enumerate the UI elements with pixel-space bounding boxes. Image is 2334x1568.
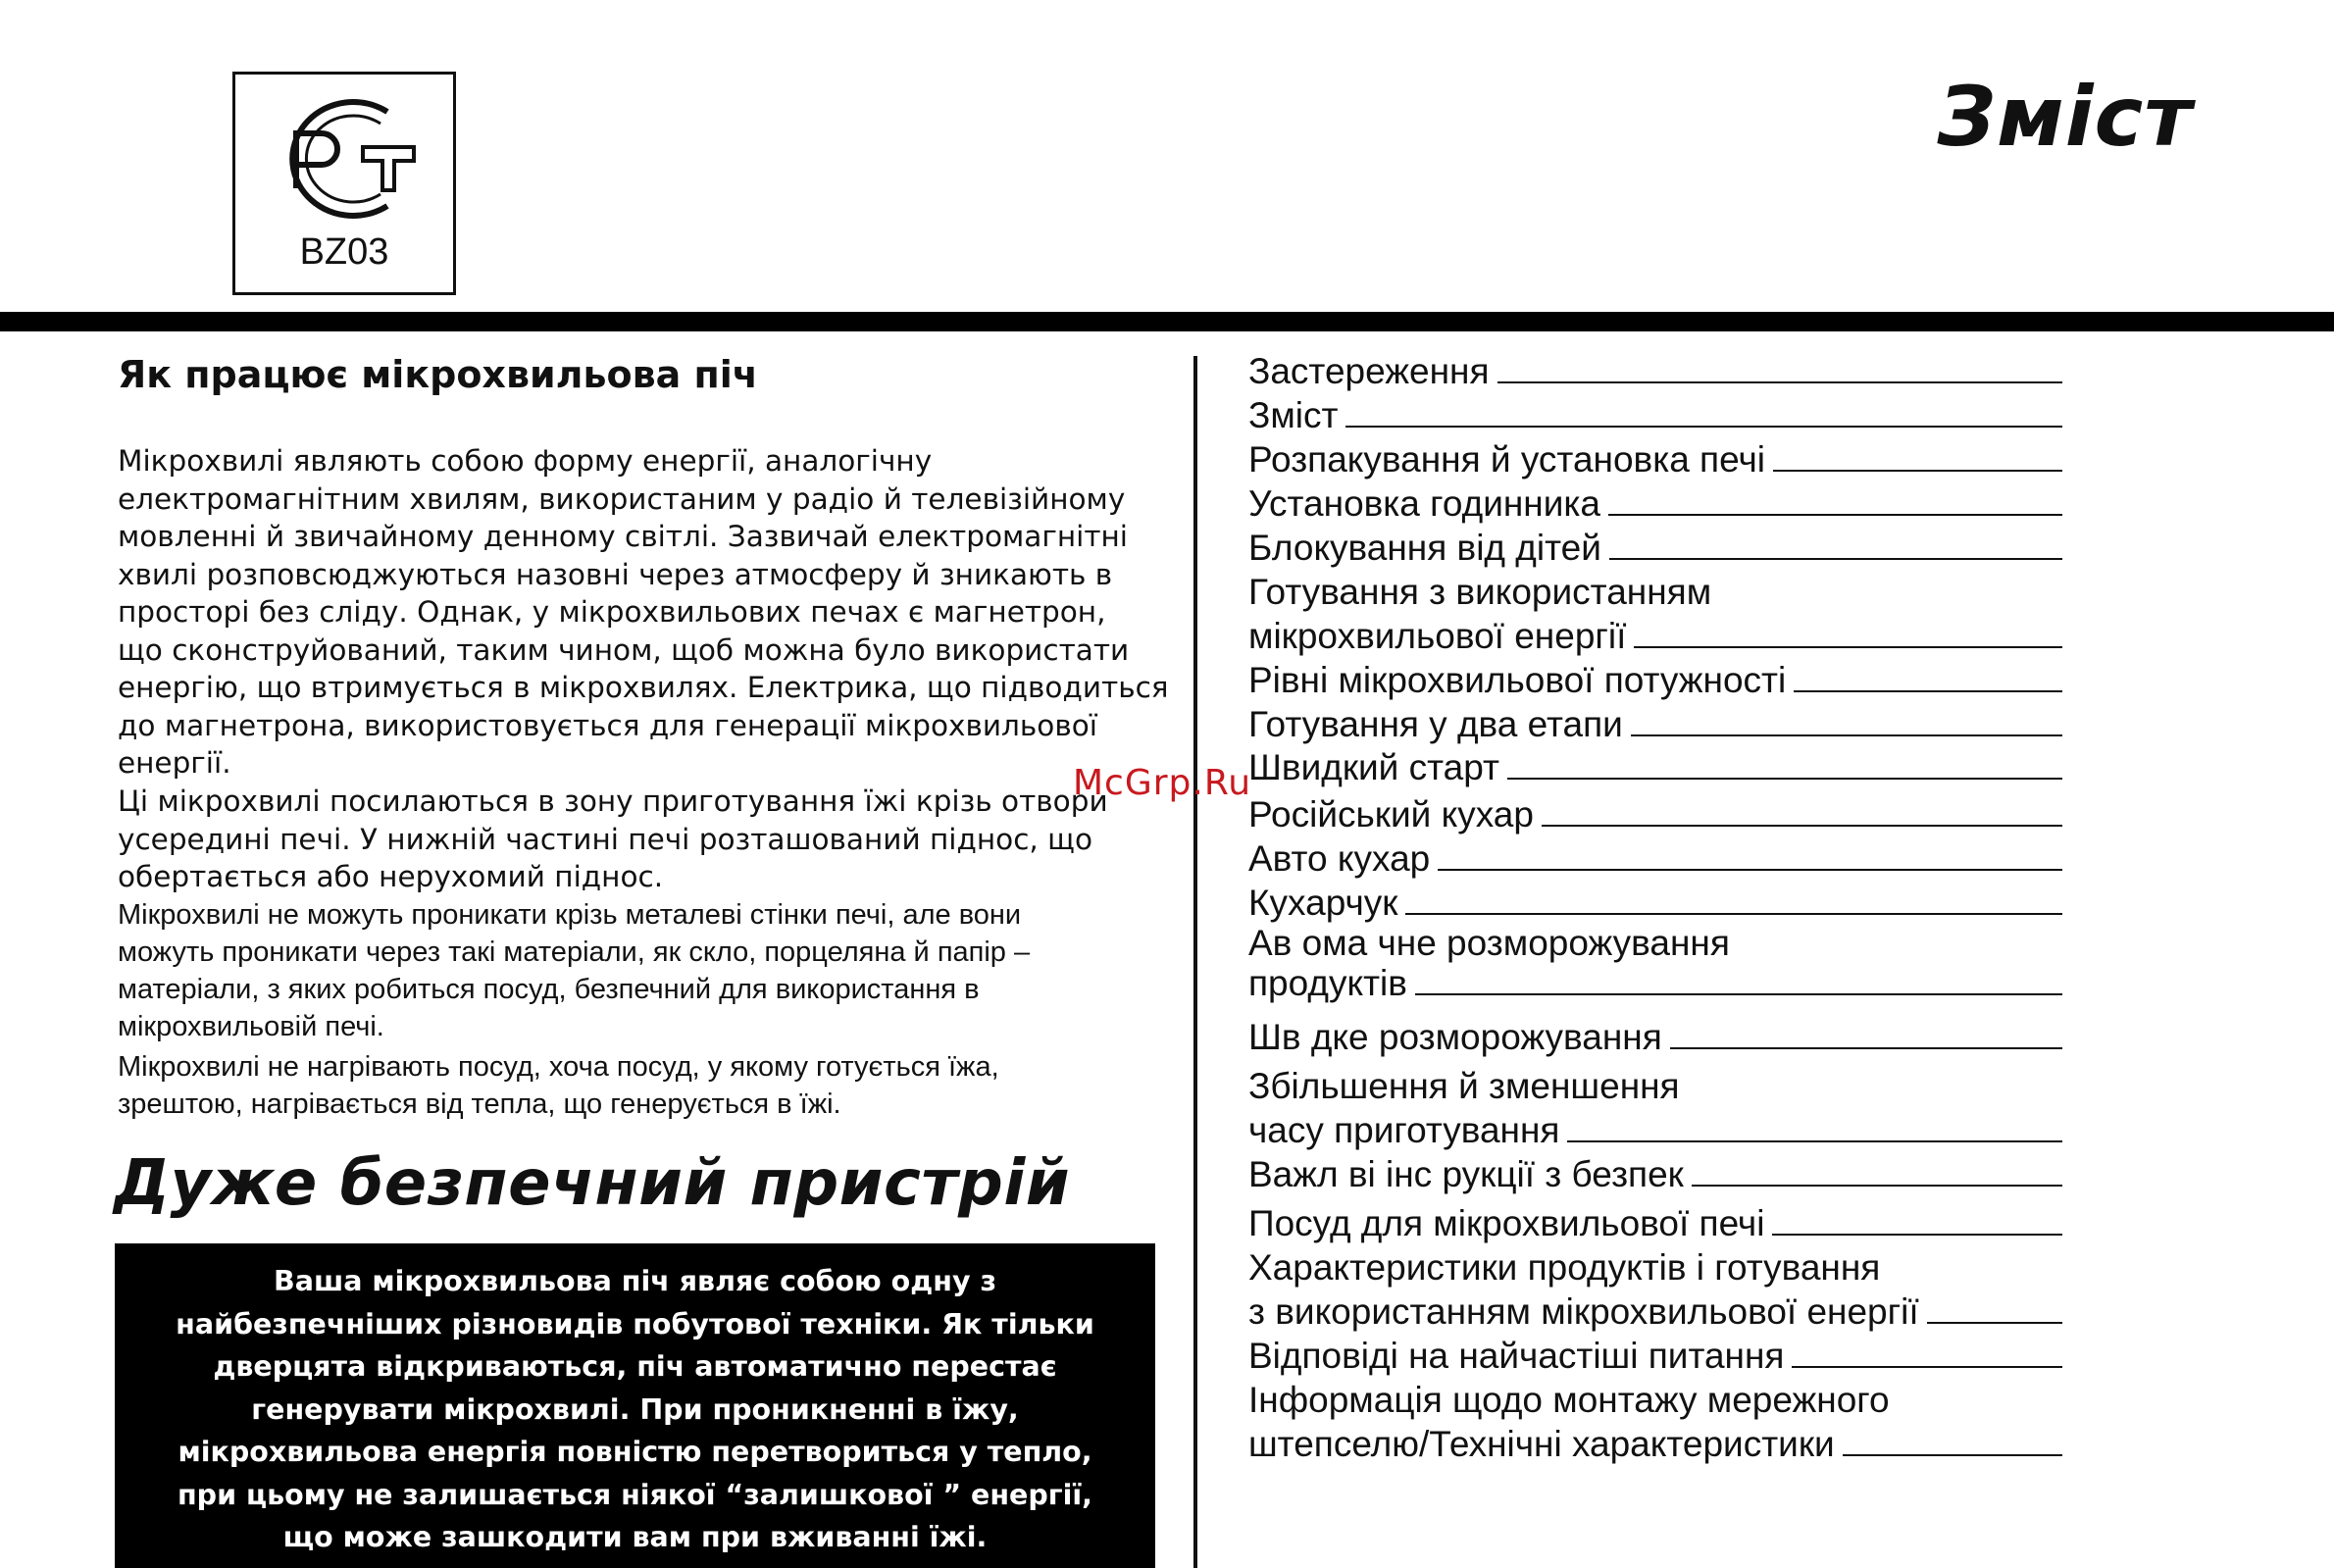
toc-entry: Готування у два етапи bbox=[1248, 704, 1623, 744]
toc-leader-line bbox=[1438, 869, 2062, 871]
toc-leader-line bbox=[1415, 993, 2062, 995]
toc-entry: Ав ома чне розморожування bbox=[1248, 923, 1730, 963]
toc-entry: Відповіді на найчастіші питання bbox=[1248, 1336, 1785, 1376]
toc-leader-line bbox=[1792, 1366, 2062, 1368]
toc-leader-line bbox=[1567, 1140, 2062, 1142]
toc-leader-line bbox=[1497, 381, 2062, 383]
paragraph: Мікрохвилі не можуть проникати крізь металеві стінки печі, але вони можуть проникати через такі матеріали, як скло, порцеляна й папір – матеріали, з яких робиться посуд, безпечний для використання в мікрохвильовій печі. bbox=[118, 899, 1031, 1042]
toc-entry: Кухарчук bbox=[1248, 883, 1398, 923]
toc-leader-line bbox=[1405, 913, 2062, 915]
logo-code: BZ03 bbox=[299, 231, 389, 273]
toc-entry: Характеристики продуктів і готування bbox=[1248, 1247, 1881, 1288]
top-rule bbox=[0, 312, 2334, 331]
toc-leader-line bbox=[1927, 1322, 2062, 1324]
toc-leader-line bbox=[1609, 558, 2062, 560]
toc-entry: Важл ві інс рукції з безпек bbox=[1248, 1154, 1684, 1194]
toc-entry: Застереження bbox=[1248, 351, 1490, 391]
toc-leader-line bbox=[1631, 734, 2062, 736]
toc-entry: з використанням мікрохвильової енергії bbox=[1248, 1291, 1919, 1332]
column-divider bbox=[1193, 356, 1197, 1568]
pct-mark-icon bbox=[265, 90, 431, 228]
paragraph: Ці мікрохвилі посилаються в зону приготування їжі крізь отвори усередині печі. У нижній частині печі розташований піднос, що обертається або нерухомий піднос. bbox=[118, 784, 1108, 893]
toc-entry: Інформація щодо монтажу мережного bbox=[1248, 1380, 1890, 1420]
toc-leader-line bbox=[1507, 778, 2062, 780]
toc-entry: Російський кухар bbox=[1248, 794, 1534, 835]
toc-leader-line bbox=[1608, 514, 2062, 516]
section-heading-safety: Дуже безпечний пристрій bbox=[114, 1147, 1071, 1220]
toc-leader-line bbox=[1843, 1454, 2062, 1456]
toc-entry: Посуд для мікрохвильової печі bbox=[1248, 1203, 1765, 1243]
toc-leader-line bbox=[1773, 470, 2062, 472]
toc-entry: Шв дке розморожування bbox=[1248, 1017, 1662, 1057]
toc-leader-line bbox=[1345, 426, 2062, 428]
toc-leader-line bbox=[1772, 1234, 2062, 1236]
toc-entry: продуктів bbox=[1248, 963, 1407, 1003]
toc-leader-line bbox=[1634, 646, 2062, 648]
toc-entry: Авто кухар bbox=[1248, 838, 1431, 879]
certification-logo bbox=[232, 72, 456, 295]
section-heading-how-it-works: Як працює мікрохвильова піч bbox=[118, 353, 758, 396]
toc-entry: Рівні мікрохвильової потужності bbox=[1248, 660, 1787, 700]
toc-entry: мікрохвильової енергії bbox=[1248, 616, 1627, 656]
toc-leader-line bbox=[1542, 825, 2062, 827]
toc-entry: штепселю/Технічні характеристики bbox=[1248, 1424, 1835, 1464]
page-title: Зміст bbox=[1937, 69, 2193, 165]
toc-entry: Збільшення й зменшення bbox=[1248, 1066, 1680, 1106]
paragraph: Мікрохвилі являють собою форму енергії, аналогічну електромагнітним хвилям, використаним у радіо й телевізійному мовленні й звичайному денному світлі. Зазвичай електромагнітні хвилі розповсюджуються назовні через атмосферу й зникають в просторі без сліду. Однак, у мікрохвильових печах є магнетрон, що сконструйований, таким чином, щоб можна було використати енергію, що втримується в мікрохвилях. Електрика, що підводиться до магнетрона, використовується для генерації мікрохвильової енергії. bbox=[118, 444, 1169, 780]
toc-leader-line bbox=[1794, 690, 2062, 692]
safety-notice-text: Ваша мікрохвильова піч являє собою одну з найбезпечніших різновидів побутової техніки. Як тільки дверцята відкриваються, піч автоматично перестає генерувати мікрохвилі. При проникненні в їжу, мікрохвильова енергія повністю перетвориться у тепло, при цьому не залишається ніякої “залишкової ” енергії, що може зашкодити вам при вживанні їжі. bbox=[176, 1265, 1094, 1553]
toc-leader-line bbox=[1692, 1185, 2062, 1187]
safety-notice-box bbox=[115, 1243, 1155, 1568]
toc-entry: Швидкий старт bbox=[1248, 747, 1499, 787]
paragraph: Мікрохвилі не нагрівають посуд, хоча посуд, у якому готується їжа, зрештою, нагрівається від тепла, що генерується в їжі. bbox=[118, 1051, 999, 1120]
toc-entry: Блокування від дітей bbox=[1248, 528, 1601, 568]
toc-leader-line bbox=[1670, 1047, 2062, 1049]
toc-entry: Розпакування й установка печі bbox=[1248, 439, 1765, 480]
toc-entry: Зміст bbox=[1248, 395, 1339, 435]
toc-entry: Готування з використанням bbox=[1248, 572, 1712, 612]
watermark: McGrp.Ru bbox=[1073, 763, 1252, 803]
toc-entry: Установка годинника bbox=[1248, 483, 1600, 524]
toc-entry: часу приготування bbox=[1248, 1110, 1560, 1150]
